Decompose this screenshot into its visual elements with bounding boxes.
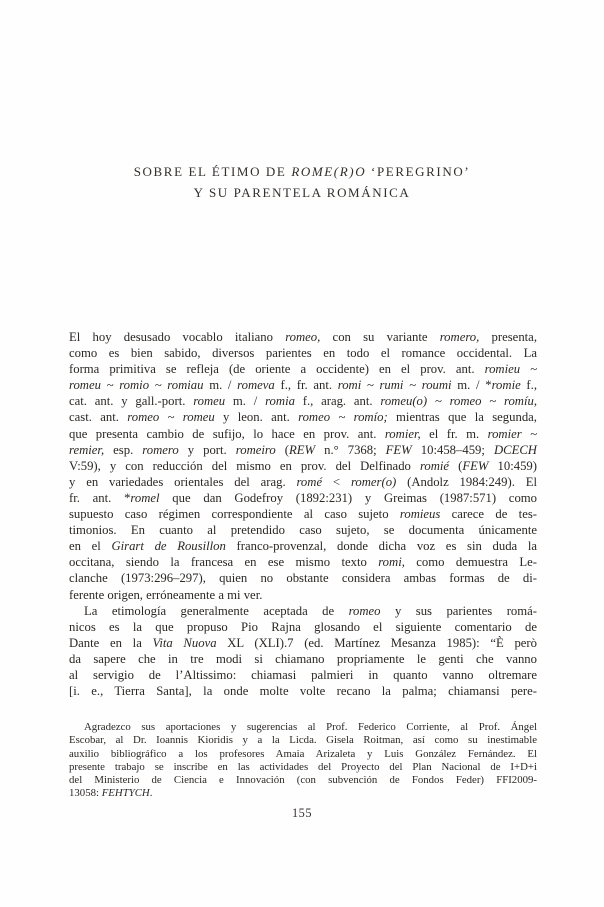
italic-text: REW	[288, 442, 316, 457]
text-line: El hoy desusado vocablo italiano romeo, con su variante romero, presenta,	[69, 330, 537, 344]
italic-text: romeo ~ romeu	[127, 410, 215, 425]
text-line: nicos es la que propuso Pio Rajna glosando el siguiente comentario de	[69, 619, 537, 634]
text-line: al servigio de l’Altissimo: chiamasi palmieri in quanto vanno oltremare	[69, 667, 537, 682]
italic-text: romeu ~ romio ~ romiau	[69, 378, 204, 393]
italic-text: romé	[296, 474, 323, 489]
text-line: del Ministerio de Ciencia e Innovación (con subvención de Fondos Feder) FFI2009-	[69, 774, 537, 787]
text-line: presente trabajo se inscribe en las actividades del Proyecto del Plan Nacional de I+D+i	[69, 760, 537, 773]
italic-text: romer(o)	[350, 474, 397, 489]
italic-text: romeva	[237, 378, 275, 393]
article-title	[0, 161, 604, 203]
text-line: auxilio bibliográfico a los profesores Amaia Arizaleta y Luis González Fernández. El	[69, 747, 537, 760]
italic-text: romeo ~ romío;	[298, 410, 388, 425]
text-line: SOBRE EL ÉTIMO DE ROME(R)O ‘PEREGRINO’	[133, 164, 471, 179]
text-line: cast. ant. romeo ~ romeu y leon. ant. romeo ~ romío; mientras que la segunda,	[69, 410, 537, 425]
italic-text: FEW	[462, 458, 489, 473]
text-line: Dante en la Vita Nuova XL (XLI).7 (ed. Martínez Mesanza 1985): “È però	[69, 635, 537, 650]
text-line: cat. ant. y gall.-port. romeu m. / romia f., arag. ant. romeu(o) ~ romeo ~ romíu,	[69, 394, 537, 409]
text-line: Agradezco sus aportaciones y sugerencias al Prof. Federico Corriente, al Prof. Ángel	[84, 721, 537, 733]
text-line: romeu ~ romio ~ romiau m. / romeva f., fr. ant. romi ~ rumi ~ roumi m. / *romie f.,	[69, 378, 538, 393]
text-line: da sapere che in tre modi si chiamano propriamente le genti che vanno	[69, 651, 537, 666]
italic-text: DCECH	[493, 442, 537, 457]
text-line: occitana, siendo la francesa en ese mismo texto romi, como demuestra Le-	[69, 555, 538, 570]
text-line: clanche (1973:296–297), quien no obstante considera ambas formas de di-	[69, 571, 537, 586]
text-line: 13058: FEHTYCH.	[69, 787, 153, 800]
text-line: supuesto caso régimen correspondiente al caso sujeto romieus carece de tes-	[69, 507, 537, 522]
italic-text: romeu	[193, 394, 226, 409]
text-line: y en variedades orientales del arag. romé < romer(o) (Andolz 1984:249). El	[69, 474, 537, 489]
italic-text: Girart de Rousillon	[111, 539, 226, 554]
text-line: V:59), y con reducción del mismo en prov. del Delfinado romié (FEW 10:459)	[69, 458, 537, 473]
italic-text: romero	[142, 442, 179, 457]
text-line: timonios. En cuanto al pretendido caso sujeto, se documenta únicamente	[69, 523, 537, 538]
text-line: ferente origen, erróneamente a mi ver.	[69, 587, 263, 602]
text-line: [i. e., Tierra Santa], la onde molte volte recano la palma; chiamansi pere-	[69, 684, 537, 699]
italic-text: romié	[419, 458, 450, 473]
italic-text: romel	[130, 490, 160, 505]
italic-text: romero,	[439, 330, 480, 344]
italic-text: romi ~ rumi ~ roumi	[337, 378, 452, 393]
text-line: Escobar, al Dr. Ioannis Kioridis y a la Licda. Gisela Roitman, así como su inestimable	[69, 734, 537, 747]
page-number: 155	[292, 806, 312, 820]
text-line: forma primitiva se refleja (de oriente a occidente) en el prov. ant. romieu ~	[69, 362, 537, 377]
italic-text: romier ~	[487, 426, 537, 441]
italic-text: ROME(R)O	[291, 164, 367, 179]
italic-text: remier,	[69, 442, 105, 457]
text-line: en el Girart de Rousillon franco-provenzal, donde dicha voz es sin duda la	[69, 539, 538, 554]
italic-text: romeo	[348, 603, 381, 618]
italic-text: romeiro	[235, 442, 276, 457]
text-line: como es bien sabido, diversos parientes en todo el romance occidental. La	[69, 346, 537, 361]
italic-text: romeo,	[285, 330, 321, 344]
italic-text: romia	[265, 394, 295, 409]
italic-text: romi,	[378, 555, 405, 570]
italic-text: romier,	[384, 426, 421, 441]
italic-text: romieu ~	[484, 362, 537, 377]
text-line: que presenta cambio de sufijo, lo hace en prov. ant. romier, el fr. m. romier ~	[69, 426, 537, 441]
italic-text: romieus	[399, 507, 441, 522]
italic-text: FEHTYCH	[101, 787, 150, 800]
text-line: remier, esp. romero y port. romeiro (REW n.° 7368; FEW 10:458–459; DCECH	[69, 442, 537, 457]
italic-text: romeu(o) ~ romeo ~ romíu,	[380, 394, 537, 409]
text-line: La etimología generalmente aceptada de romeo y sus parientes romá-	[84, 603, 537, 618]
italic-text: romie	[491, 378, 521, 393]
italic-text: Vita Nuova	[152, 635, 217, 650]
footnote	[69, 721, 537, 801]
text-line: Y SU PARENTELA ROMÁNICA	[193, 185, 411, 200]
italic-text: FEW	[385, 442, 412, 457]
text-line: fr. ant. *romel que dan Godefroy (1892:231) y Greimas (1987:571) como	[69, 490, 537, 505]
article-body	[69, 329, 537, 699]
